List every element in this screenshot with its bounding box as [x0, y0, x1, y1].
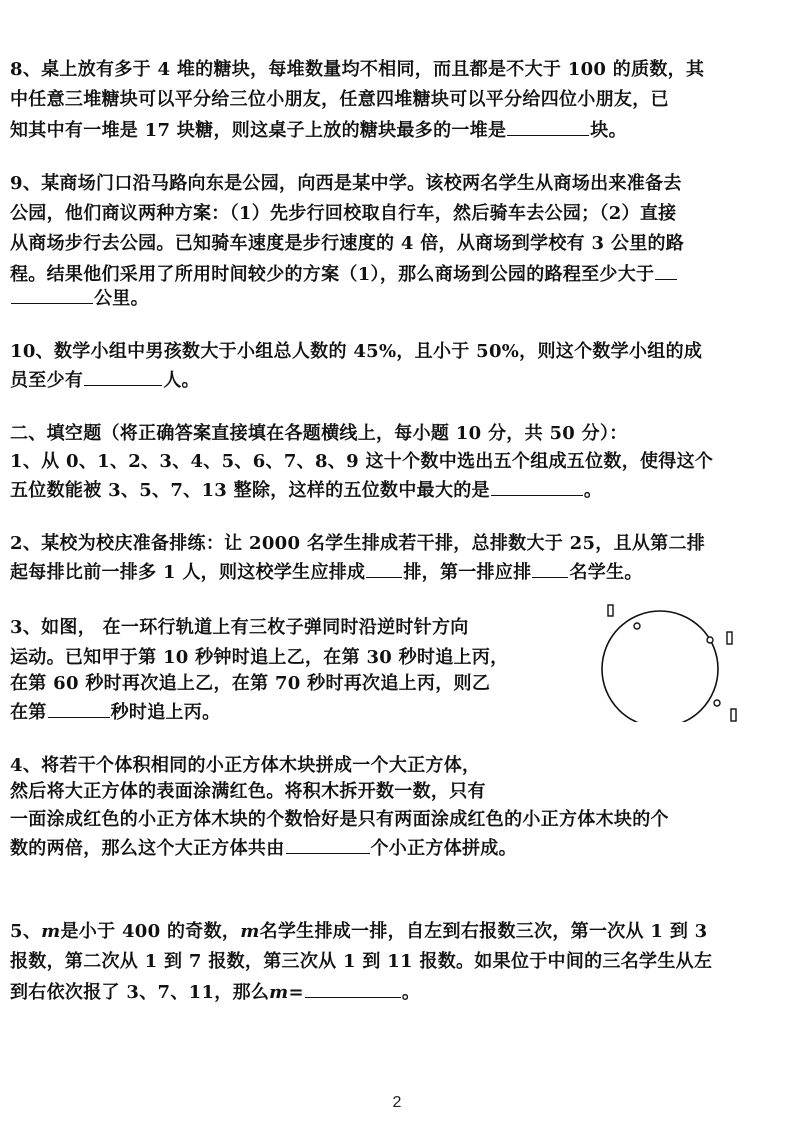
p4-line-2: 然后将大正方体的表面涂满红色。将积木拆开数一数，只有 — [10, 781, 486, 802]
p1-line-2 — [10, 479, 602, 502]
p2-line-1: 2、某校为校庆准备排练：让 2000 名学生排成若干排，总排数大于 25，且从第二排 — [10, 533, 706, 554]
p3-line-3: 在第 60 秒时再次追上乙，在第 70 秒时再次追上丙，则乙 — [10, 673, 491, 694]
q9-answer-blank-start[interactable] — [655, 263, 677, 280]
q10-line-2 — [10, 369, 200, 392]
q9-line-4 — [10, 263, 678, 286]
p4-text-a: 数的两倍，那么这个大正方体共由 — [10, 838, 285, 859]
bullet-marker-2 — [707, 637, 713, 643]
q10-answer-blank[interactable] — [84, 369, 162, 386]
bullet-2 — [727, 632, 732, 644]
bullet-3 — [731, 709, 736, 721]
bullet-1 — [608, 605, 613, 616]
p4-line-4 — [10, 837, 517, 860]
p3-line-1: 3、如图， 在一环行轨道上有三枚子弹同时沿逆时针方向 — [10, 617, 469, 638]
p2-text-a: 起每排比前一排多 1 人，则这校学生应排成 — [10, 562, 366, 583]
p4-text-b: 个小正方体拼成。 — [370, 838, 517, 859]
p4-line-1: 4、将若干个体积相同的小正方体木块拼成一个大正方体， — [10, 755, 481, 776]
p5-line-3 — [10, 981, 420, 1004]
section-heading: 二、填空题（将正确答案直接填在各题横线上，每小题 10 分，共 50 分）： — [10, 423, 628, 444]
p5-equals: = — [288, 982, 304, 1003]
bullet-marker-1 — [634, 623, 640, 629]
p1-line-1: 1、从 0、1、2、3、4、5、6、7、8、9 这十个数中选出五个组成五位数，使得这个 — [10, 451, 714, 472]
p3-answer-blank[interactable] — [48, 701, 110, 718]
p4-line-3: 一面涂成红色的小正方体木块的个数恰好是只有两面涂成红色的小正方体木块的个 — [10, 809, 669, 830]
q8-line-3 — [10, 119, 627, 142]
p5-line-1 — [10, 921, 708, 943]
q9-line-5 — [10, 287, 149, 310]
p3-line-2: 运动。已知甲于第 10 秒钟时追上乙，在第 30 秒时追上丙， — [10, 647, 509, 668]
q10-unit: 人。 — [163, 370, 200, 391]
q10-line-1: 10、数学小组中男孩数大于小组总人数的 45%，且小于 50%，则这个数学小组的成 — [10, 341, 703, 362]
p5-var-m: m — [41, 921, 61, 942]
p2-rows-blank[interactable] — [366, 561, 402, 578]
p5-text-a: 是小于 400 的奇数， — [60, 921, 241, 942]
p5-var-m-2: m — [240, 921, 260, 942]
bullet-marker-3 — [714, 700, 720, 706]
q9-answer-blank[interactable] — [11, 287, 93, 304]
q9-unit: 公里。 — [94, 288, 149, 309]
q8-unit: 块。 — [590, 120, 627, 141]
q9-text: 程。结果他们采用了所用时间较少的方案（1），那么商场到公园的路程至少大于 — [10, 264, 655, 285]
p2-text-c: 名学生。 — [569, 562, 643, 583]
p5-var-m-3: m — [269, 982, 289, 1003]
circular-track-figure — [598, 602, 748, 722]
p5-num: 5、 — [10, 921, 42, 942]
p5-line-2: 报数，第二次从 1 到 7 报数，第三次从 1 到 11 报数。如果位于中间的三名学生从左 — [10, 951, 713, 972]
p3-text-a: 在第 — [10, 702, 47, 723]
p3-line-4 — [10, 701, 220, 724]
q10-text: 员至少有 — [10, 370, 84, 391]
p5-end: 。 — [401, 982, 421, 1003]
p2-text-b: 排，第一排应排 — [403, 562, 532, 583]
p2-line-2 — [10, 561, 643, 584]
q8-line-1: 8、桌上放有多于 4 堆的糖块，每堆数量均不相同，而且都是不大于 100 的质数，其 — [10, 59, 705, 80]
q8-line-2: 中任意三堆糖块可以平分给三位小朋友，任意四堆糖块可以平分给四位小朋友，已 — [10, 89, 669, 110]
p3-text-b: 秒时追上丙。 — [110, 702, 221, 723]
q9-line-1: 9、某商场门口沿马路向东是公园，向西是某中学。该校两名学生从商场出来准备去 — [10, 173, 682, 194]
p5-text-c: 到右依次报了 3、7、11，那么 — [10, 982, 270, 1003]
q9-line-3: 从商场步行去公园。已知骑车速度是步行速度的 4 倍，从商场到学校有 3 公里的路 — [10, 233, 685, 254]
track-circle — [602, 611, 718, 722]
q8-answer-blank[interactable] — [507, 119, 589, 136]
p4-answer-blank[interactable] — [286, 837, 370, 854]
p5-answer-blank[interactable] — [305, 981, 401, 998]
q9-line-2: 公园，他们商议两种方案：（1）先步行回校取自行车，然后骑车去公园；（2）直接 — [10, 203, 677, 224]
p1-end: 。 — [583, 480, 603, 501]
p2-first-row-blank[interactable] — [532, 561, 568, 578]
p5-text-b: 名学生排成一排，自左到右报数三次，第一次从 1 到 3 — [259, 921, 708, 942]
q8-text: 知其中有一堆是 17 块糖，则这桌子上放的糖块最多的一堆是 — [10, 120, 507, 141]
page-number: 2 — [392, 1094, 402, 1111]
p1-text: 五位数能被 3、5、7、13 整除，这样的五位数中最大的是 — [10, 480, 490, 501]
p1-answer-blank[interactable] — [491, 479, 583, 496]
